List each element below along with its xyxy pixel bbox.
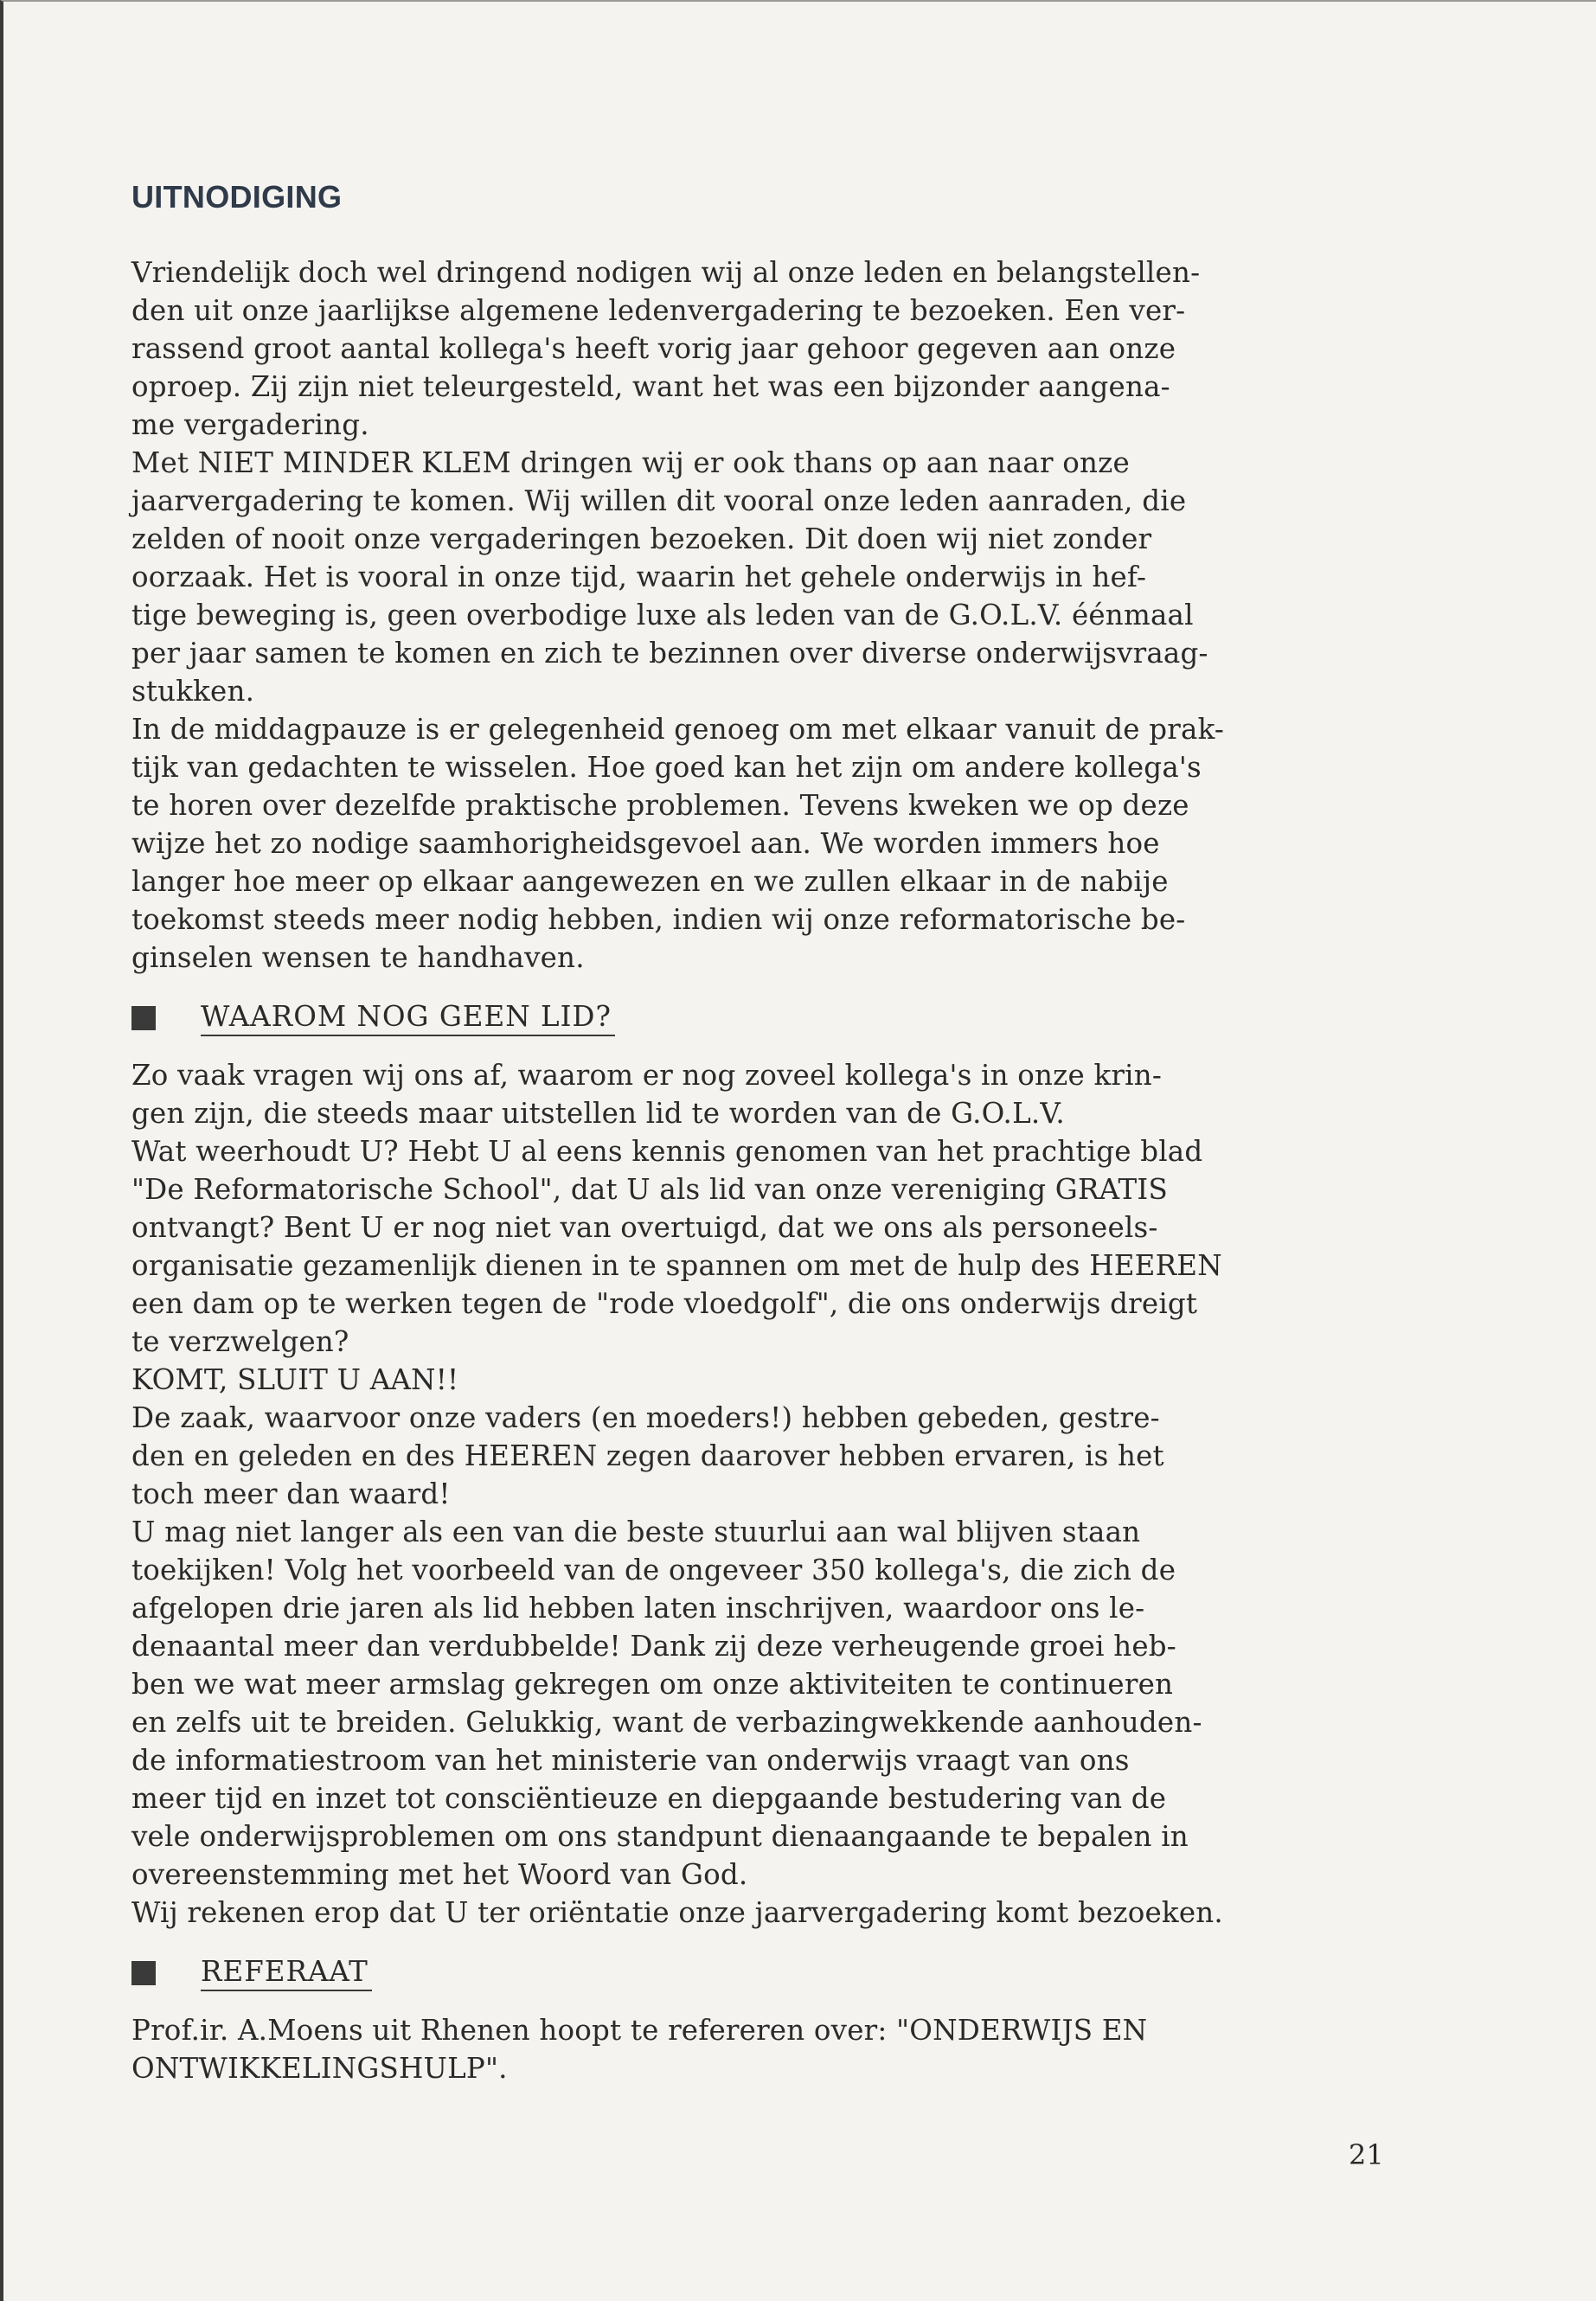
intro-paragraph: Vriendelijk doch wel dringend nodigen wij al onze leden en belangstellen- den uit onze jaarlijkse algemene ledenvergadering te bezoeken. Een ver- rassend groot aantal kollega's heeft vorig jaar gehoor gegeven aan onze oproep. Zij zijn niet teleurgesteld, want het was een bijzonder aangena- me vergadering. Met NIET MINDER KLEM dringen wij er ook thans op aan naar onze jaarvergadering te komen. Wij willen dit vooral onze leden aanraden, die zelden of nooit onze vergaderingen bezoeken. Dit doen wij niet zonder oorzaak. Het is vooral in onze tijd, waarin het gehele onderwijs in hef- tige beweging is, geen overbodige luxe als leden van de G.O.L.V. éénmaal per jaar samen te komen en zich te bezinnen over diverse onderwijsvraag- stukken. In de middagpauze is er gelegenheid genoeg om met elkaar vanuit de prak- tijk van gedachten te wisselen. Hoe goed kan het zijn om andere kollega's te horen over dezelfde praktische problemen. Tevens kweken we op deze wijze het zo nodige saamhorigheidsgevoel aan. We worden immers hoe langer hoe meer op elkaar aangewezen en we zullen elkaar in de nabije toekomst steeds meer nodig hebben, indien wij onze reformatorische be- ginselen wensen te handhaven.	[131, 256, 1225, 974]
section-header-membership	[131, 999, 1429, 1037]
section-header-lecture	[131, 1954, 1429, 1992]
page-number: 21	[1349, 2138, 1384, 2171]
lecture-paragraph: Prof.ir. A.Moens uit Rhenen hoopt te refereren over: "ONDERWIJS EN ONTWIKKELINGSHULP".	[131, 2014, 1148, 2085]
membership-paragraph: Zo vaak vragen wij ons af, waarom er nog zoveel kollega's in onze krin- gen zijn, die steeds maar uitstellen lid te worden van de G.O.L.V. Wat weerhoudt U? Hebt U al eens kennis genomen van het prachtige blad "De Reformatorische School", dat U als lid van onze vereniging GRATIS ontvangt? Bent U er nog niet van overtuigd, dat we ons als personeels- organisatie gezamenlijk dienen in te spannen om met de hulp des HEEREN een dam op te werken tegen de "rode vloedgolf", die ons onderwijs dreigt te verzwelgen? KOMT, SLUIT U AAN!! De zaak, waarvoor onze vaders (en moeders!) hebben gebeden, gestre- den en geleden en des HEEREN zegen daarover hebben ervaren, is het toch meer dan waard! U mag niet langer als een van die beste stuurlui aan wal blijven staan toekijken! Volg het voorbeeld van de ongeveer 350 kollega's, die zich de afgelopen drie jaren als lid hebben laten inschrijven, waardoor ons le- denaantal meer dan verdubbelde! Dank zij deze verheugende groei heb- ben we wat meer armslag gekregen om onze aktiviteiten te continueren en zelfs uit te breiden. Gelukkig, want de verbazingwekkende aanhouden- de informatiestroom van het ministerie van onderwijs vraagt van ons meer tijd en inzet tot consciëntieuze en diepgaande bestudering van de vele onderwijsproblemen om ons standpunt dienaangaande te bepalen in overeenstemming met het Woord van God. Wij rekenen erop dat U ter oriëntatie onze jaarvergadering komt bezoeken.	[131, 1059, 1223, 1929]
section-title-membership: WAAROM NOG GEEN LID?	[201, 1000, 615, 1036]
page-content	[131, 179, 1429, 2087]
bullet-square-icon	[131, 1961, 156, 1985]
bullet-square-icon	[131, 1006, 156, 1030]
page-heading: UITNODIGING	[131, 179, 343, 215]
section-title-lecture: REFERAAT	[201, 1955, 372, 1991]
